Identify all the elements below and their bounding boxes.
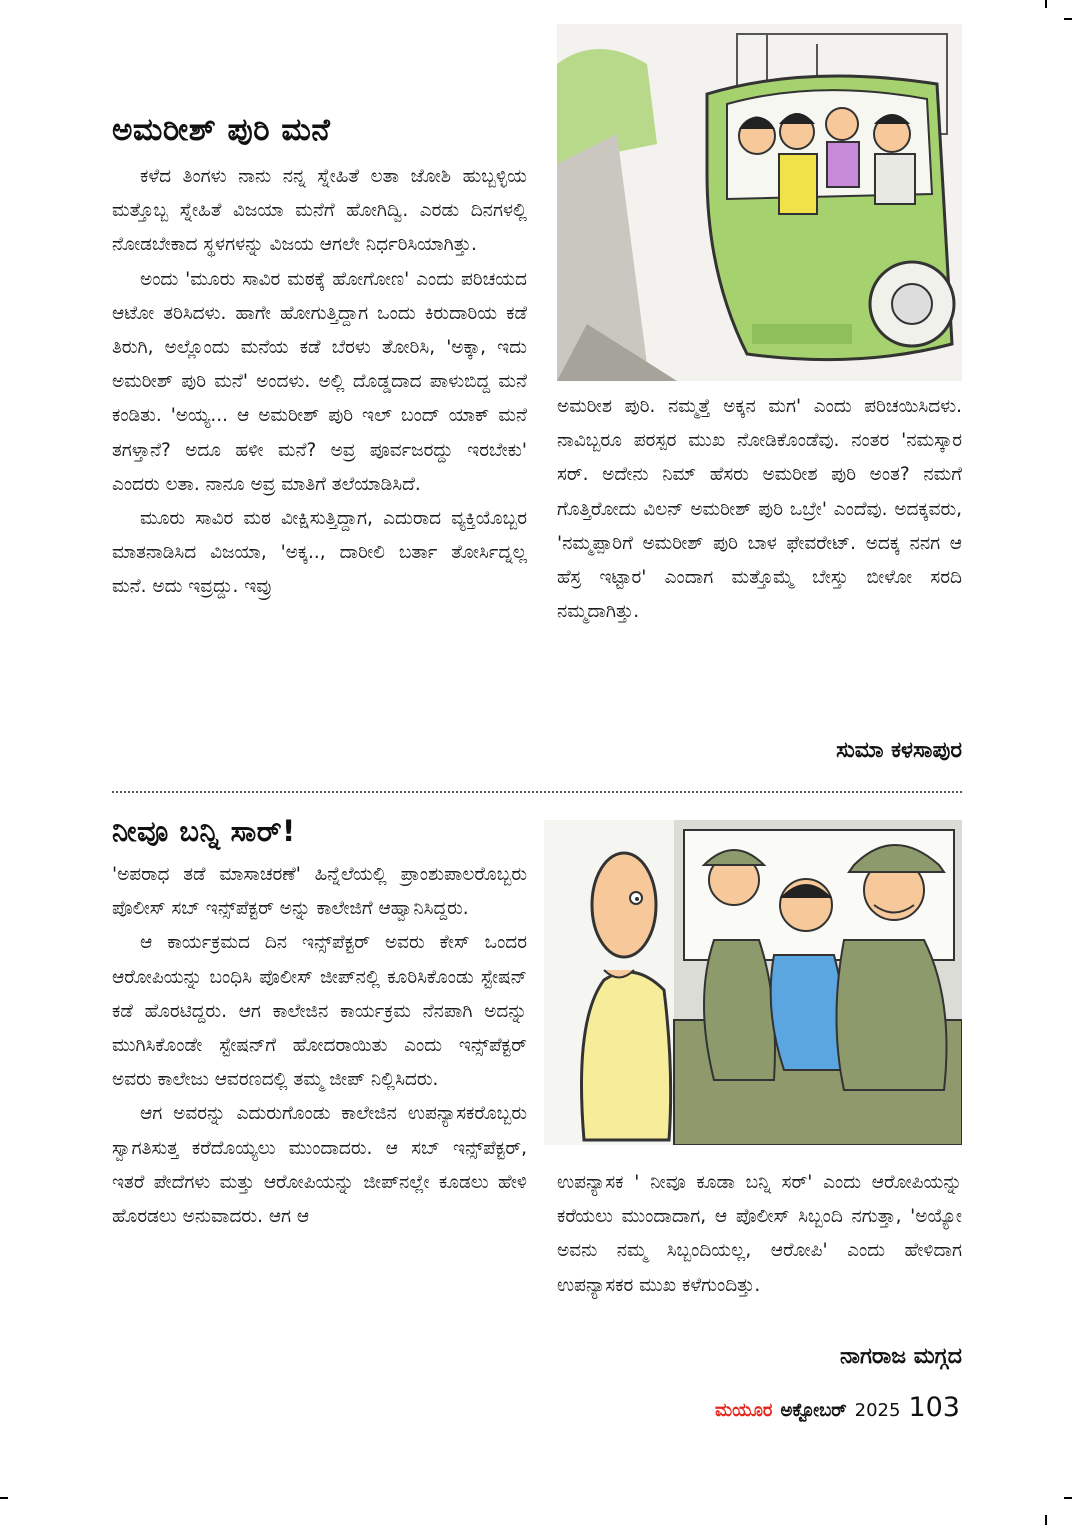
crop-mark-right-bottom bbox=[1064, 1497, 1072, 1499]
article-body-right bbox=[557, 1166, 962, 1303]
police-jeep-drawing bbox=[544, 820, 962, 1145]
author-byline: ಸುಮಾ ಕಳಸಾಪುರ bbox=[836, 738, 962, 763]
article-neevu-banni-sar bbox=[0, 800, 1072, 1369]
article-title: ಅಮರೀಶ್ ಪುರಿ ಮನೆ bbox=[112, 112, 331, 148]
auto-rickshaw-drawing bbox=[557, 24, 962, 381]
paragraph: ಅಮರೀಶ ಪುರಿ. ನಮ್ಮತ್ತೆ ಅಕ್ಕನ ಮಗ' ಎಂದು ಪರಿಚಯಿಸಿದಳು. ನಾವಿಬ್ಬರೂ ಪರಸ್ಪರ ಮುಖ ನೋಡಿಕೊಂಡೆವು. ನಂತರ 'ನಮಸ್ಕಾರ ಸರ್. ಅದೇನು ನಿಮ್ ಹೆಸರು ಅಮರೀಶ ಪುರಿ ಅಂತ? ನಮಗೆ ಗೊತ್ತಿರೋದು ವಿಲನ್ ಅಮರೀಶ್ ಪುರಿ ಒಬ್ರೇ' ಎಂದೆವು. ಅದಕ್ಕವರು, 'ನಮ್ಮಪ್ಪಾರಿಗೆ ಅಮರೀಶ್ ಪುರಿ ಬಾಳ ಫೇವರೇಟ್. ಅದಕ್ಕ ನನಗ ಆ ಹೆಸ್ರ ಇಟ್ಟಾರ' ಎಂದಾಗ ಮತ್ತೊಮ್ಮೆ ಬೇಸ್ತು ಬೀಳೋ ಸರದಿ ನಮ್ಮದಾಗಿತ್ತು. bbox=[557, 396, 962, 623]
auto-rickshaw-illustration bbox=[557, 24, 962, 381]
issue-month: ಅಕ್ಟೋಬರ್ bbox=[780, 1400, 847, 1421]
paragraph: ಅಂದು 'ಮೂರು ಸಾವಿರ ಮಠಕ್ಕೆ ಹೋಗೋಣ' ಎಂದು ಪರಿಚಯದ ಆಟೋ ತರಿಸಿದಳು. ಹಾಗೇ ಹೋಗುತ್ತಿದ್ದಾಗ ಒಂದು ಕಿರುದಾರಿಯ ಕಡೆ ತಿರುಗಿ, ಅಲ್ಲೊಂದು ಮನೆಯ ಕಡೆ ಬೆರಳು ತೋರಿಸಿ, 'ಅಕ್ಕಾ, ಇದು ಅಮರೀಶ್ ಪುರಿ ಮನೆ' ಅಂದಳು. ಅಲ್ಲಿ ದೊಡ್ಡದಾದ ಪಾಳುಬಿದ್ದ ಮನೆ ಕಂಡಿತು. 'ಅಯ್ಯ... ಆ ಅಮರೀಶ್ ಪುರಿ ಇಲ್ ಬಂದ್ ಯಾಕ್ ಮನೆ ತಗಳ್ತಾನೆ? ಅದೂ ಹಳೀ ಮನೆ? ಅವ್ರ ಪೂರ್ವಜರದ್ದು ಇರಬೇಕು' ಎಂದರು ಲತಾ. ನಾನೂ ಅವ್ರ ಮಾತಿಗೆ ತಲೆಯಾಡಿಸಿದೆ. bbox=[112, 268, 527, 495]
crop-mark-left-bottom bbox=[0, 1497, 8, 1499]
paragraph: ಮೂರು ಸಾವಿರ ಮಠ ವೀಕ್ಷಿಸುತ್ತಿದ್ದಾಗ, ಎದುರಾದ ವ್ಯಕ್ತಿಯೊಬ್ಬರ ಮಾತನಾಡಿಸಿದ ವಿಜಯಾ, 'ಅಕ್ಕ.., ದಾರೀಲಿ ಬರ್ತಾ ತೋರ್ಸಿದ್ನಲ್ಲ ಮನೆ. ಅದು ಇವ್ರದ್ದು. ಇವ್ರು bbox=[112, 508, 527, 598]
page-number: 103 bbox=[908, 1392, 960, 1423]
paragraph: 'ಅಪರಾಧ ತಡೆ ಮಾಸಾಚರಣೆ' ಹಿನ್ನೆಲೆಯಲ್ಲಿ ಪ್ರಾಂಶುಪಾಲರೊಬ್ಬರು ಪೊಲೀಸ್ ಸಬ್ ಇನ್ಸ್‌ಪೆಕ್ಟರ್ ಅನ್ನು ಕಾಲೇಜಿಗೆ ಆಹ್ವಾನಿಸಿದ್ದರು. bbox=[112, 864, 527, 920]
paragraph: ಆ ಕಾರ್ಯಕ್ರಮದ ದಿನ ಇನ್ಸ್‌ಪೆಕ್ಟರ್ ಅವರು ಕೇಸ್ ಒಂದರ ಆರೋಪಿಯನ್ನು ಬಂಧಿಸಿ ಪೊಲೀಸ್ ಜೀಪ್‌ನಲ್ಲಿ ಕೂರಿಸಿಕೊಂಡು ಸ್ಟೇಷನ್ ಕಡೆ ಹೊರಟಿದ್ದರು. ಆಗ ಕಾಲೇಜಿನ ಕಾರ್ಯಕ್ರಮ ನೆನಪಾಗಿ ಅದನ್ನು ಮುಗಿಸಿಕೊಂಡೇ ಸ್ಟೇಷನ್‌ಗೆ ಹೋದರಾಯಿತು ಎಂದು ಇನ್ಸ್‌ಪೆಕ್ಟರ್ ಅವರು ಕಾಲೇಜು ಆವರಣದಲ್ಲಿ ತಮ್ಮ ಜೀಪ್ ನಿಲ್ಲಿಸಿದರು. bbox=[112, 932, 527, 1091]
section-divider bbox=[112, 791, 962, 793]
paragraph: ಆಗ ಅವರನ್ನು ಎದುರುಗೊಂಡು ಕಾಲೇಜಿನ ಉಪನ್ಯಾಸಕರೊಬ್ಬರು ಸ್ವಾಗತಿಸುತ್ತ ಕರೆದೊಯ್ಯಲು ಮುಂದಾದರು. ಆ ಸಬ್ ಇನ್ಸ್‌ಪೆಕ್ಟರ್, ಇತರೆ ಪೇದೆಗಳು ಮತ್ತು ಆರೋಪಿಯನ್ನು ಜೀಪ್‌ನಲ್ಲೇ ಕೂಡಲು ಹೇಳಿ ಹೊರಡಲು ಅನುವಾದರು. ಆಗ ಆ bbox=[112, 1103, 527, 1228]
author-byline: ನಾಗರಾಜ ಮಗ್ಗದ bbox=[839, 1344, 962, 1369]
article-title: ನೀವೂ ಬನ್ನಿ ಸಾರ್! bbox=[112, 814, 296, 848]
article-body-left bbox=[112, 858, 527, 1234]
magazine-logo: ಮಯೂರ bbox=[715, 1400, 773, 1421]
paragraph: ಉಪನ್ಯಾಸಕ ' ನೀವೂ ಕೂಡಾ ಬನ್ನಿ ಸರ್' ಎಂದು ಆರೋಪಿಯನ್ನು ಕರೆಯಲು ಮುಂದಾದಾಗ, ಆ ಪೊಲೀಸ್ ಸಿಬ್ಬಂದಿ ನಗುತ್ತಾ, 'ಅಯ್ಯೋ ಅವನು ನಮ್ಮ ಸಿಬ್ಬಂದಿಯಲ್ಲ, ಆರೋಪಿ' ಎಂದು ಹೇಳಿದಾಗ ಉಪನ್ಯಾಸಕರ ಮುಖ ಕಳೆಗುಂದಿತ್ತು. bbox=[557, 1172, 962, 1296]
article-body-left bbox=[112, 160, 527, 605]
page-footer bbox=[715, 1392, 960, 1423]
issue-year: 2025 bbox=[854, 1400, 901, 1421]
police-jeep-illustration bbox=[544, 820, 962, 1145]
crop-mark-bottom bbox=[1045, 1515, 1047, 1525]
paragraph: ಕಳೆದ ತಿಂಗಳು ನಾನು ನನ್ನ ಸ್ನೇಹಿತೆ ಲತಾ ಜೋಶಿ ಹುಬ್ಬಳ್ಳಿಯ ಮತ್ತೊಬ್ಬ ಸ್ನೇಹಿತೆ ವಿಜಯಾ ಮನೆಗೆ ಹೋಗಿದ್ವಿ. ಎರಡು ದಿನಗಳಲ್ಲಿ ನೋಡಬೇಕಾದ ಸ್ಥಳಗಳನ್ನು ವಿಜಯ ಆಗಲೇ ನಿರ್ಧರಿಸಿಯಾಗಿತ್ತು. bbox=[112, 166, 527, 256]
article-body-right bbox=[557, 390, 962, 629]
